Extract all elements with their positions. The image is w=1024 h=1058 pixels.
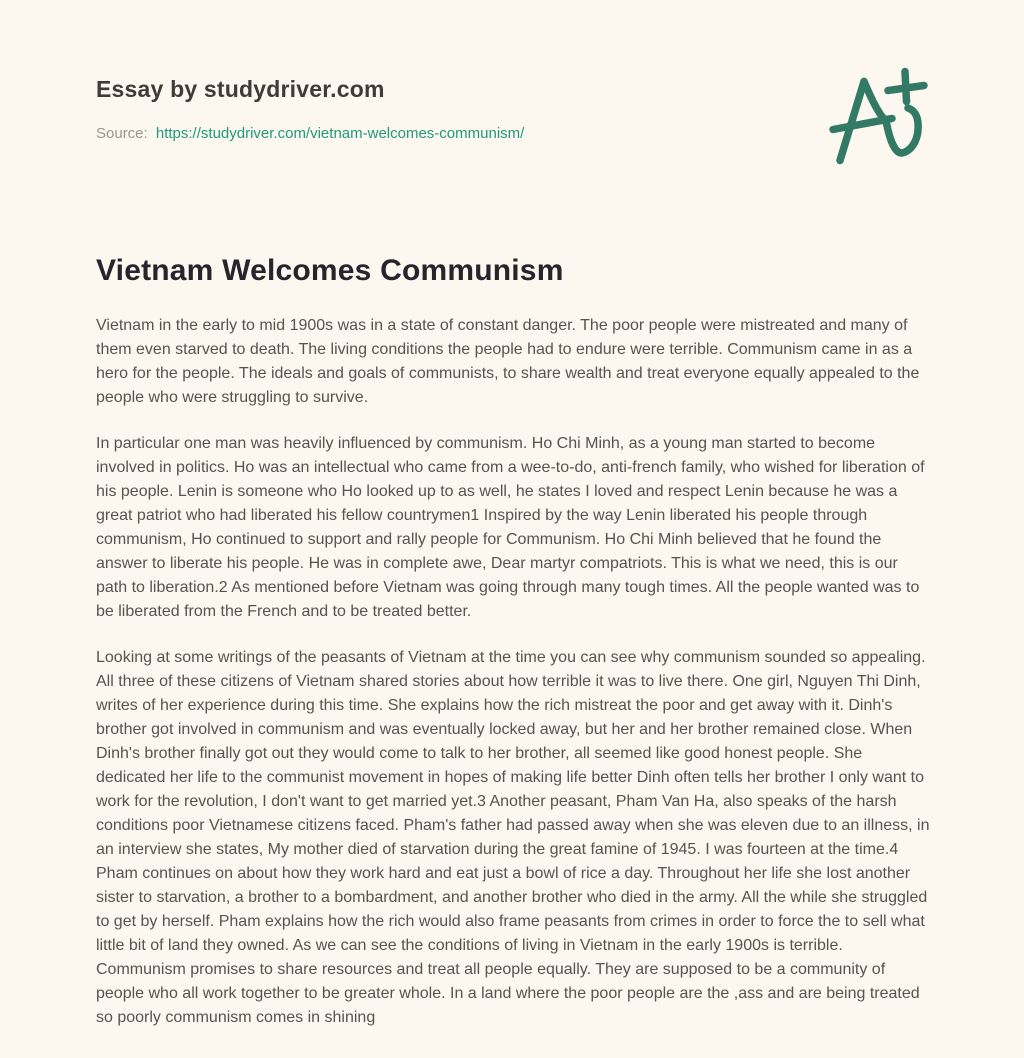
source-label: Source: (96, 125, 148, 142)
header-title: Essay by studydriver.com (96, 76, 385, 102)
studydriver-a-plus-logo-icon (820, 62, 940, 170)
essay-title: Vietnam Welcomes Communism (96, 254, 564, 287)
source-line (96, 125, 524, 142)
essay-paragraph-1: Vietnam in the early to mid 1900s was in a state of constant danger. The poor people were mistreated and many of them even starved to death. The living conditions the people had to endure were terrible. Communism came in as a hero for the people. The ideals and goals of communists, to share wealth and treat everyone equally appealed to the people who were struggling to survive. (96, 317, 920, 406)
page-header (96, 76, 524, 142)
essay-paragraph-3: Looking at some writings of the peasants of Vietnam at the time you can see why communism sounded so appealing. All three of these citizens of Vietnam shared stories about how terrible it was to live there. One girl, Nguyen Thi Dinh, writes of her experience during this time. She explains how the rich mistreat the poor and get away with it. Dinh's brother got involved in communism and was eventually locked away, but her and her brother remained close. When Dinh's brother finally got out they would come to talk to her brother, all seemed like good honest people. She dedicated her life to the communist movement in hopes of making life better Dinh often tells her brother I only want to work for the revolution, I don't want to get married yet.3 Another peasant, Pham Van Ha, also speaks of the harsh conditions poor Vietnamese citizens faced. Pham's father had passed away when she was eleven due to an illness, in an interview she states, My mother died of starvation during the great famine of 1945. I was fourteen at the time.4 Pham continues on about how they work hard and eat just a bowl of rice a day. Throughout her life she lost another sister to starvation, a brother to a bombardment, and another brother who died in the army. All the while she struggled to get by herself. Pham explains how the rich would also frame peasants from crimes in order to force the to sell what little bit of land they owned. As we can see the conditions of living in Vietnam in the early 1900s is terrible. Communism promises to share resources and treat all people equally. They are supposed to be a community of people who all work together to be greater whole. In a land where the poor people are the ,ass and are being treated so poorly communism comes in shining (96, 649, 930, 1026)
source-url-link[interactable]: https://studydriver.com/vietnam-welcomes-communism/ (155, 125, 525, 142)
essay-paragraph-2: In particular one man was heavily influenced by communism. Ho Chi Minh, as a young man started to become involved in politics. Ho was an intellectual who came from a wee-to-do, anti-french family, who wished for liberation of his people. Lenin is someone who Ho looked up to as well, he states I loved and respect Lenin because he was a great patriot who had liberated his fellow countrymen1 Inspired by the way Lenin liberated his people through communism, Ho continued to support and rally people for Communism. Ho Chi Minh believed that he found the answer to liberate his people. He was in complete awe, Dear martyr compatriots. This is what we need, this is our path to liberation.2 As mentioned before Vietnam was going through many tough times. All the people wanted was to be liberated from the French and to be treated better. (96, 435, 925, 620)
essay-content (96, 254, 930, 1052)
